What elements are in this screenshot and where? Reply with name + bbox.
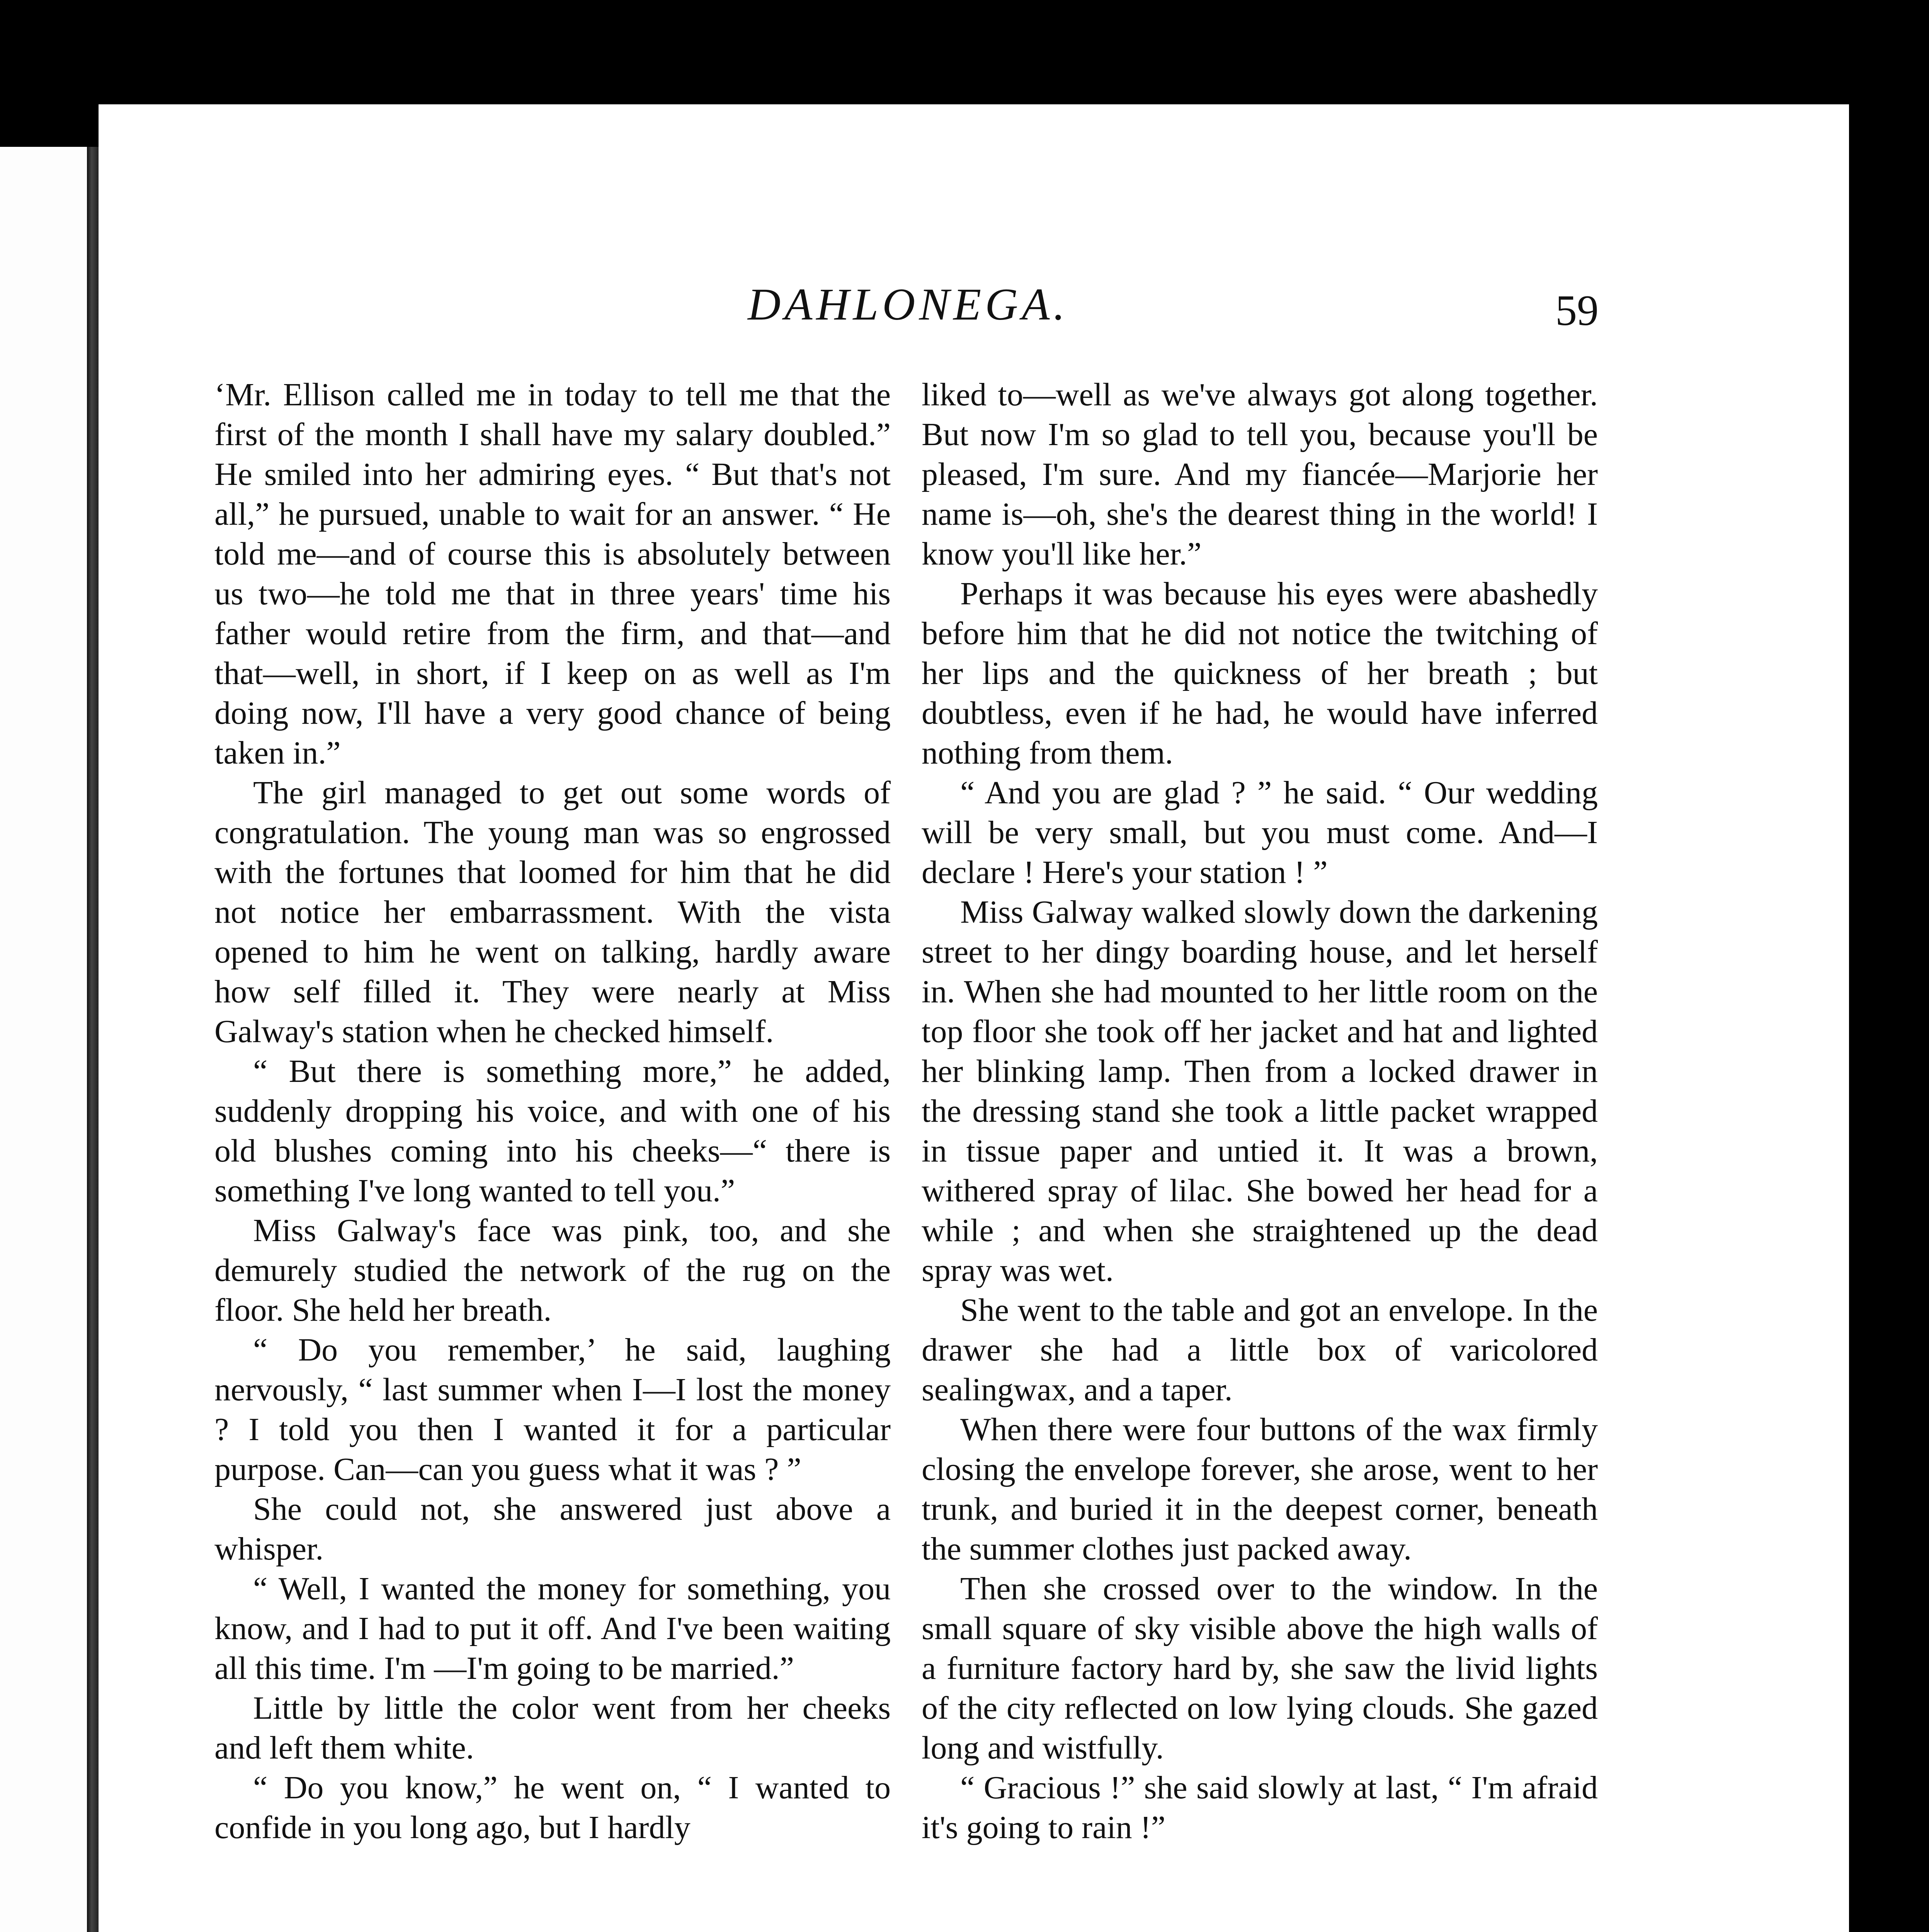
paragraph: Perhaps it was because his eyes were abashedly before him that he did not notice the twitching of her lips and the quickness of her breath ; but doubtless, even if he had, he would have inferred nothing from them. xyxy=(922,576,1598,771)
paragraph: She went to the table and got an envelope. In the drawer she had a little box of varicolored sealingwax, and a taper. xyxy=(922,1292,1598,1408)
paragraph: “ And you are glad ? ” he said. “ Our wedding will be very small, but you must come. And—I declare ! Here's your station ! ” xyxy=(922,775,1598,890)
paragraph: “ Gracious !” she said slowly at last, “ I'm afraid it's going to rain !” xyxy=(922,1770,1598,1845)
paragraph: She could not, she answered just above a whisper. xyxy=(214,1491,891,1567)
page-header xyxy=(99,278,1849,340)
paragraph: Miss Galway walked slowly down the darkening street to her dingy boarding house, and let herself in. When she had mounted to her little room on the top floor she took off her jacket and hat and lighted her blinking lamp. Then from a locked drawer in the dressing stand she took a little packet wrapped in tissue paper and untied it. It was a brown, withered spray of lilac. She bowed her head for a while ; and when she straightened up the dead spray was wet. xyxy=(922,894,1598,1288)
paragraph: Then she crossed over to the window. In the small square of sky visible above the high walls of a furniture factory hard by, she saw the livid lights of the city reflected on low lying clouds. She gazed long and wistfully. xyxy=(922,1571,1598,1766)
paragraph: The girl managed to get out some words of congratulation. The young man was so engrossed with the fortunes that loomed for him that he did not notice her embarrassment. With the vista opened to him he went on talking, hardly aware how self filled it. They were nearly at Miss Galway's station when he checked himself. xyxy=(214,775,891,1049)
facing-page-edge xyxy=(0,147,87,1932)
book-gutter xyxy=(87,147,99,1932)
text-column-left xyxy=(214,375,891,1847)
paragraph: ‘Mr. Ellison called me in today to tell me that the first of the month I shall have my salary doubled.” He smiled into her admiring eyes. “ But that's not all,” he pursued, unable to wait for an answer. “ He told me—and of course this is absolutely between us two—he told me that in three years' time his father would retire from the firm, and that—and that—well, in short, if I keep on as well as I'm doing now, I'll have a very good chance of being taken in.” xyxy=(214,377,891,771)
paragraph: “ But there is something more,” he added, suddenly dropping his voice, and with one of his old blushes coming into his cheeks—“ there is something I've long wanted to tell you.” xyxy=(214,1053,891,1209)
paragraph: Miss Galway's face was pink, too, and she demurely studied the network of the rug on the floor. She held her breath. xyxy=(214,1213,891,1328)
paragraph: “ Do you remember,’ he said, laughing nervously, “ last summer when I—I lost the money ? I told you then I wanted it for a particular purpose. Can—can you guess what it was ? ” xyxy=(214,1332,891,1487)
paragraph: When there were four buttons of the wax firmly closing the envelope forever, she arose, went to her trunk, and buried it in the deepest corner, beneath the summer clothes just packed away. xyxy=(922,1412,1598,1567)
page-number: 59 xyxy=(1555,287,1599,335)
running-head: DAHLONEGA. xyxy=(748,279,1069,330)
paragraph: “ Well, I wanted the money for something, you know, and I had to put it off. And I've been waiting all this time. I'm —I'm going to be married.” xyxy=(214,1571,891,1686)
book-page xyxy=(99,104,1849,1932)
paragraph: liked to—well as we've always got along together. But now I'm so glad to tell you, because you'll be pleased, I'm sure. And my fiancée—Marjorie her name is—oh, she's the dearest thing in the world! I know you'll like her.” xyxy=(922,377,1598,572)
text-column-right xyxy=(922,375,1598,1847)
paragraph: Little by little the color went from her cheeks and left them white. xyxy=(214,1690,891,1766)
paragraph: “ Do you know,” he went on, “ I wanted to confide in you long ago, but I hardly xyxy=(214,1770,891,1845)
